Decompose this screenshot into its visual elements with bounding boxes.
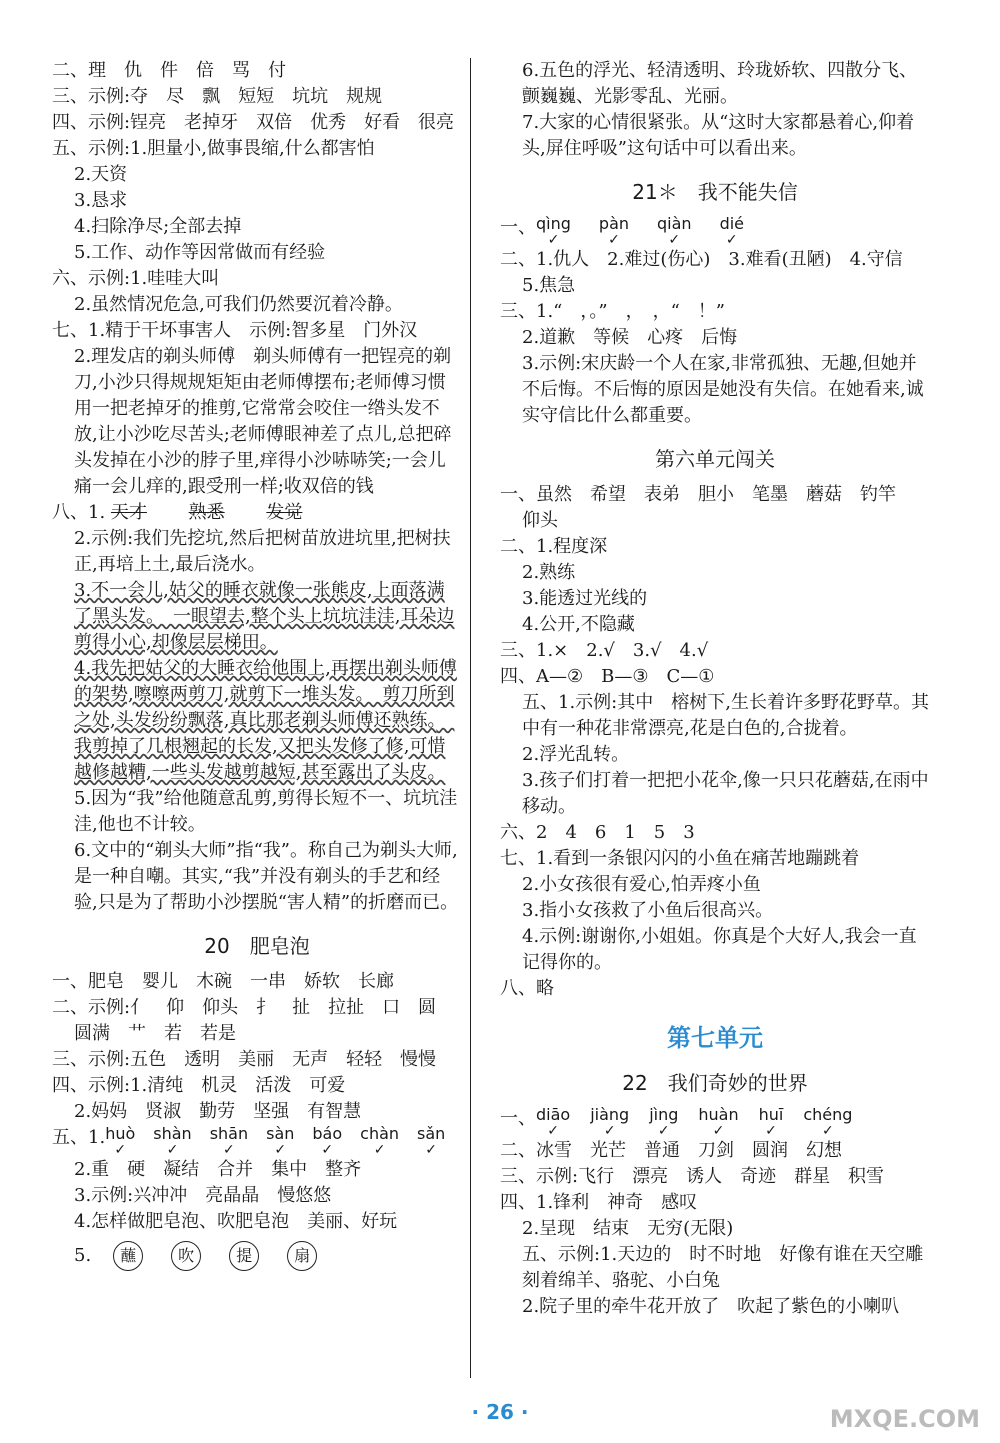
pinyin-text: shān xyxy=(209,1124,249,1143)
answer-line: 四、示例:1.清纯 机灵 活泼 可爱 xyxy=(52,1075,346,1096)
pinyin-text: jìng xyxy=(649,1105,679,1124)
answer-line: 三、1.“ ，。” ， ，“ ！” xyxy=(500,301,725,322)
answer-paragraph: 4.示例:谢谢你,小姐姐。你真是个大好人,我会一直记得你的。 xyxy=(522,926,917,973)
answer-line: 七、1.精于干坏事害人 示例:智多星 门外汉 xyxy=(52,320,418,341)
answer-line: 四、示例:锃亮 老掉牙 双倍 优秀 好看 很亮 xyxy=(52,112,455,133)
pinyin-text: huàn xyxy=(698,1105,739,1124)
answer-line: 2.浮光乱转。 xyxy=(522,744,630,765)
answer-line: 4.公开,不隐藏 xyxy=(522,614,635,635)
pinyin-item xyxy=(759,1106,784,1138)
page-number: · 26 · xyxy=(471,1400,529,1424)
pinyin-item xyxy=(803,1106,852,1138)
answer-line: 5.工作、动作等因常做而有经验 xyxy=(74,242,326,263)
corrected-word: 熟悉 xyxy=(188,502,225,523)
pinyin-item xyxy=(698,1106,738,1138)
answer-line: 3.能透过光线的 xyxy=(522,588,648,609)
pinyin-item xyxy=(599,215,629,247)
pinyin-text: sàn xyxy=(266,1124,295,1143)
answer-line: 五、示例:1.胆量小,做事畏缩,什么都害怕 xyxy=(52,138,375,159)
check-mark-icon: ✓ xyxy=(765,1123,777,1139)
pinyin-text: qìng xyxy=(536,214,571,233)
pinyin-item xyxy=(153,1125,191,1157)
answer-line xyxy=(52,500,462,526)
circled-char: 蘸 xyxy=(113,1241,143,1271)
pinyin-item xyxy=(417,1125,445,1157)
pinyin-text: dié xyxy=(719,214,745,233)
answer-paragraph: 2.理发店的剃头师傅 剃头师傅有一把锃亮的剃刀,小沙只得规规矩矩由老师傅摆布;老师傅习惯用一把老掉牙的推剪,它常常会咬住一绺头发不放,让小沙吃尽苦头;老师傅眼神差了点儿,总把碎头发掉在小沙的脖子里,痒得小沙哧哧笑;一会儿痛一会儿痒的,跟受刑一样;收双倍的钱 xyxy=(74,346,452,497)
check-mark-icon: ✓ xyxy=(166,1142,179,1158)
section-title: 21＊ 我不能失信 xyxy=(632,180,798,204)
answer-line: 二、理 仇 件 倍 骂 付 xyxy=(52,60,286,81)
item-lead: 五、1. xyxy=(52,1127,106,1148)
item-lead: 一、 xyxy=(500,217,536,238)
pinyin-item xyxy=(536,1106,570,1138)
answer-line: 二、示例:亻 仰 仰头 扌 扯 拉扯 口 圆 xyxy=(52,997,437,1018)
pinyin-text: jiàng xyxy=(590,1105,630,1124)
answer-line: 2.熟练 xyxy=(522,562,576,583)
pinyin-text: huī xyxy=(758,1105,784,1124)
answer-line: 2.道歉 等候 心疼 后悔 xyxy=(522,327,738,348)
answer-line: 三、示例:五色 透明 美丽 无声 轻轻 慢慢 xyxy=(52,1049,437,1070)
pinyin-item xyxy=(649,1106,678,1138)
pinyin-text: qiàn xyxy=(657,214,692,233)
circled-row xyxy=(52,1241,462,1271)
pinyin-text: huò xyxy=(105,1124,136,1143)
answer-line: 仰头 xyxy=(522,510,558,531)
answer-line: 2.小女孩很有爱心,怕弄疼小鱼 xyxy=(522,874,761,895)
answer-line: 二、1.程度深 xyxy=(500,536,608,557)
answer-line: 二、1.仇人 2.难过(伤心) 3.难看(丑陋) 4.守信 xyxy=(500,249,903,270)
answer-line: 六、示例:1.哇哇大叫 xyxy=(52,268,220,289)
pinyin-item xyxy=(657,215,692,247)
answer-line: 三、示例:夺 尽 飘 短短 坑坑 规规 xyxy=(52,86,383,107)
section-title: 22 我们奇妙的世界 xyxy=(622,1071,808,1095)
pinyin-row xyxy=(52,1125,462,1157)
answer-line: 圆满 艹 若 若是 xyxy=(74,1023,236,1044)
column-divider xyxy=(470,58,471,1378)
answer-line: 3.指小女孩救了小鱼后很高兴。 xyxy=(522,900,774,921)
pinyin-text: chàn xyxy=(360,1124,400,1143)
pinyin-item xyxy=(105,1125,135,1157)
answer-paragraph: 4.我先把姑父的大睡衣给他围上,再摆出剃头师傅的架势,嚓嚓两剪刀,就剪下一堆头发。 剪刀所到之处,头发纷纷飘落,真比那老剃头师傅还熟练。 我剪掉了几根翘起的长发,又把头发修了修,可惜越修越糟,一些头发越剪越短,甚至露出了头皮。 xyxy=(74,658,457,783)
answer-paragraph: 5.因为“我”给他随意乱剪,剪得长短不一、坑坑洼洼,他也不计较。 xyxy=(74,788,458,835)
answer-paragraph: 3.示例:宋庆龄一个人在家,非常孤独、无趣,但她并不后悔。不后悔的原因是她没有失信。在她看来,诚实守信比什么都重要。 xyxy=(522,353,924,426)
pinyin-item xyxy=(590,1106,629,1138)
answer-paragraph: 6.五色的浮光、轻清透明、玲珑娇软、四散分飞、颤巍巍、光影零乱、光丽。 xyxy=(522,60,918,107)
answer-paragraph: 2.示例:我们先挖坑,然后把树苗放进坑里,把树扶正,再培上土,最后浇水。 xyxy=(74,528,451,575)
answer-line: 八、略 xyxy=(500,978,554,999)
answer-line: 2.天资 xyxy=(74,164,128,185)
corrected-word: 发觉 xyxy=(266,502,303,523)
section-title: 第六单元闯关 xyxy=(655,447,775,471)
check-mark-icon: ✓ xyxy=(725,232,738,248)
pinyin-list xyxy=(536,215,744,247)
pinyin-item xyxy=(210,1125,248,1157)
check-mark-icon: ✓ xyxy=(547,1123,559,1139)
answer-line: 4.怎样做肥皂泡、吹肥皂泡 美丽、好玩 xyxy=(74,1211,398,1232)
check-mark-icon: ✓ xyxy=(321,1142,334,1158)
answer-paragraph: 7.大家的心情很紧张。从“这时大家都悬着心,仰着头,屏住呼吸”这句话中可以看出来。 xyxy=(522,112,915,159)
item-lead: 5. xyxy=(74,1245,92,1266)
check-mark-icon: ✓ xyxy=(425,1142,438,1158)
answer-paragraph: 五、示例:1.天边的 时不时地 好像有谁在天空雕刻着绵羊、骆驼、小白兔 xyxy=(522,1244,924,1291)
answer-line: 3.恳求 xyxy=(74,190,128,211)
answer-line: 一、肥皂 婴儿 木碗 一串 娇软 长廊 xyxy=(52,971,394,992)
pinyin-item xyxy=(720,215,744,247)
pinyin-list xyxy=(105,1125,445,1157)
right-column xyxy=(500,58,930,1320)
pinyin-text: báo xyxy=(312,1124,343,1143)
answer-line: 二、冰雪 光芒 普通 刀剑 圆润 幻想 xyxy=(500,1140,842,1161)
pinyin-text: shàn xyxy=(153,1124,192,1143)
answer-paragraph: 2.院子里的牵牛花开放了 吹起了紫色的小喇叭 xyxy=(522,1296,900,1317)
check-mark-icon: ✓ xyxy=(223,1142,235,1158)
pinyin-item xyxy=(312,1125,342,1157)
answer-line: 2.虽然情况危急,可我们仍然要沉着冷静。 xyxy=(74,294,403,315)
pinyin-text: chéng xyxy=(803,1105,853,1124)
item-lead: 八、1. xyxy=(52,502,106,523)
answer-line: 2.重 硬 凝结 合并 集中 整齐 xyxy=(74,1159,362,1180)
answer-line: 3.示例:兴冲冲 亮晶晶 慢悠悠 xyxy=(74,1185,332,1206)
section-title: 20 肥皂泡 xyxy=(204,934,310,958)
answer-line: 2.呈现 结束 无穷(无限) xyxy=(522,1218,734,1239)
check-mark-icon: ✓ xyxy=(822,1123,834,1139)
check-mark-icon: ✓ xyxy=(608,232,620,248)
answer-line: 七、1.看到一条银闪闪的小鱼在痛苦地蹦跳着 xyxy=(500,848,860,869)
circled-char: 吹 xyxy=(171,1241,201,1271)
pinyin-text: sǎn xyxy=(417,1124,446,1143)
pinyin-list xyxy=(536,1106,852,1138)
check-mark-icon: ✓ xyxy=(274,1142,287,1158)
unit-title: 第七单元 xyxy=(667,1024,763,1052)
circled-char: 扇 xyxy=(287,1241,317,1271)
left-column xyxy=(52,58,462,1271)
answer-line: 四、A—② B—③ C—① xyxy=(500,666,715,687)
answer-line: 2.妈妈 贤淑 勤劳 坚强 有智慧 xyxy=(74,1101,362,1122)
answer-line: 一、虽然 希望 表弟 胆小 笔墨 蘑菇 钓竿 xyxy=(500,484,896,505)
answer-paragraph: 3.不一会儿,姑父的睡衣就像一张熊皮,上面落满了黑头发。 一眼望去,整个头上坑坑洼洼,耳朵边剪得小心,却像层层梯田。 xyxy=(74,580,455,653)
pinyin-text: pàn xyxy=(598,214,630,233)
watermark-logo: MXQE.COM xyxy=(829,1405,980,1433)
corrected-word: 天才 xyxy=(110,502,147,523)
pinyin-row xyxy=(500,1106,930,1138)
answer-line: 三、示例:飞行 漂亮 诱人 奇迹 群星 积雪 xyxy=(500,1166,885,1187)
answer-line: 三、1.× 2.√ 3.√ 4.√ xyxy=(500,640,709,661)
check-mark-icon: ✓ xyxy=(114,1142,127,1158)
check-mark-icon: ✓ xyxy=(657,1123,670,1139)
check-mark-icon: ✓ xyxy=(668,232,681,248)
pinyin-item xyxy=(360,1125,399,1157)
answer-line: 六、2 4 6 1 5 3 xyxy=(500,822,695,843)
answer-line: 四、1.锋利 神奇 感叹 xyxy=(500,1192,698,1213)
answer-paragraph: 五、1.示例:其中 榕树下,生长着许多野花野草。其中有一种花非常漂亮,花是白色的,合拢着。 xyxy=(522,692,929,739)
check-mark-icon: ✓ xyxy=(712,1123,725,1139)
pinyin-item xyxy=(536,215,571,247)
circled-char: 提 xyxy=(229,1241,259,1271)
check-mark-icon: ✓ xyxy=(547,232,560,248)
answer-line: 4.扫除净尽;全部去掉 xyxy=(74,216,242,237)
circled-chars xyxy=(113,1241,345,1271)
check-mark-icon: ✓ xyxy=(373,1142,386,1158)
answer-paragraph: 3.孩子们打着一把把小花伞,像一只只花蘑菇,在雨中移动。 xyxy=(522,770,929,817)
pinyin-row xyxy=(500,215,930,247)
pinyin-text: diāo xyxy=(536,1105,571,1124)
answer-paragraph: 6.文中的“剃头大师”指“我”。称自己为剃头大师,是一种自嘲。其实,“我”并没有剃头的手艺和经验,只是为了帮助小沙摆脱“害人精”的折磨而已。 xyxy=(74,840,459,913)
check-mark-icon: ✓ xyxy=(603,1123,616,1139)
answer-line: 5.焦急 xyxy=(522,275,576,296)
pinyin-item xyxy=(266,1125,294,1157)
item-lead: 一、 xyxy=(500,1108,536,1129)
